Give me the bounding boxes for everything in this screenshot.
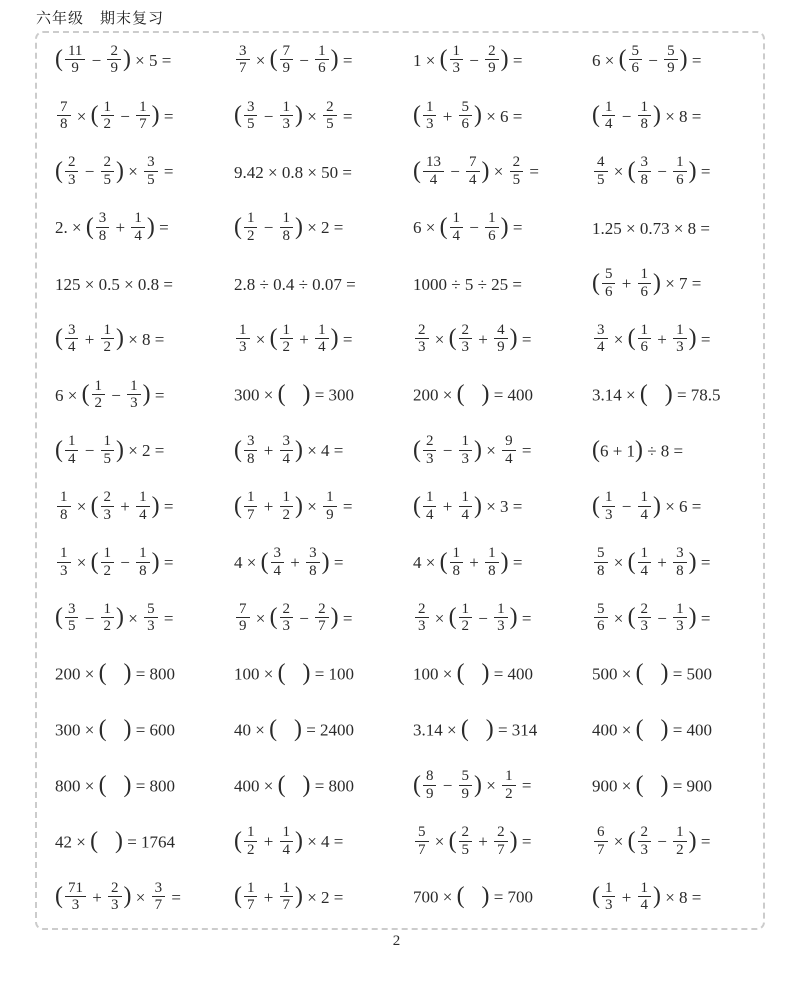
problem-cell: ( $\frac{71}{3}$ + $\frac{2}{3}$ ) × $\frac{3}{7}$ = — [55, 879, 181, 914]
parenthesis: ) — [146, 213, 155, 240]
problem-cell: 200 × ( ) = 400 — [413, 381, 534, 408]
problem-cell: 500 × ( ) = 500 — [592, 660, 713, 687]
parenthesis: ( — [55, 325, 63, 352]
fraction: $\frac{1}{6}$ — [315, 43, 329, 77]
parenthesis: ( — [627, 157, 636, 184]
parenthesis: ) — [653, 269, 661, 296]
problem-cell: 1000 ÷ 5 ÷ 25 = — [413, 275, 522, 295]
parenthesis: ( — [55, 46, 63, 73]
fraction: $\frac{1}{7}$ — [280, 880, 294, 914]
parenthesis: ( — [269, 325, 278, 352]
fraction: $\frac{1}{4}$ — [315, 322, 329, 356]
problem-cell: ( $\frac{1}{3}$ + $\frac{5}{6}$ ) × 6 = — [413, 98, 523, 133]
parenthesis: ( — [269, 604, 278, 631]
fraction: $\frac{1}{3}$ — [459, 433, 473, 467]
problem-cell: 42 × ( ) = 1764 — [55, 827, 176, 854]
fraction: $\frac{1}{4}$ — [423, 489, 437, 523]
fraction: $\frac{2}{3}$ — [638, 824, 652, 858]
parenthesis: ) — [509, 325, 518, 352]
parenthesis: ) — [151, 102, 160, 129]
parenthesis: ) — [302, 660, 311, 687]
parenthesis: ) — [474, 771, 482, 798]
parenthesis: ( — [55, 157, 63, 184]
fraction: $\frac{1}{4}$ — [638, 545, 652, 579]
parenthesis: ( — [460, 715, 469, 742]
parenthesis: ) — [123, 660, 132, 687]
parenthesis: ) — [474, 102, 482, 129]
problem-cell: 3.14 × ( ) = 314 — [413, 715, 538, 742]
fraction: $\frac{1}{3}$ — [450, 43, 464, 77]
parenthesis: ( — [55, 436, 63, 463]
fraction: $\frac{5}{6}$ — [602, 266, 616, 300]
parenthesis: ) — [321, 548, 330, 575]
parenthesis: ( — [639, 381, 648, 408]
problem-cell: 300 × ( ) = 600 — [55, 715, 176, 742]
problem-cell: ( $\frac{5}{6}$ + $\frac{1}{6}$ ) × 7 = — [592, 266, 702, 300]
fraction: $\frac{1}{4}$ — [459, 489, 473, 523]
parenthesis: ) — [509, 604, 518, 631]
parenthesis: ( — [592, 269, 600, 296]
problem-cell: 100 × ( ) = 400 — [413, 660, 534, 687]
parenthesis: ) — [115, 827, 123, 854]
parenthesis: ( — [98, 771, 107, 798]
fraction: $\frac{3}{4}$ — [594, 322, 608, 356]
parenthesis: ( — [413, 102, 421, 129]
fraction: $\frac{2}{9}$ — [485, 43, 499, 77]
problem-cell: $\frac{7}{9}$ × ( $\frac{2}{3}$ − $\frac{2}{7}$ ) = — [228, 603, 407, 637]
parenthesis: ) — [151, 548, 160, 575]
parenthesis: ( — [456, 883, 465, 910]
parenthesis: ) — [295, 102, 303, 129]
problem-cell: 300 × ( ) = 300 — [234, 381, 355, 408]
problem-cell: ( $\frac{1}{2}$ − $\frac{1}{8}$ ) × 2 = — [234, 210, 344, 244]
parenthesis: ) — [500, 213, 509, 240]
parenthesis: ( — [269, 46, 278, 73]
fraction: $\frac{1}{6}$ — [673, 154, 687, 188]
fraction: $\frac{3}{5}$ — [65, 601, 79, 635]
fraction: $\frac{2}{7}$ — [494, 824, 508, 858]
fraction: $\frac{2}{3}$ — [638, 601, 652, 635]
parenthesis: ) — [688, 548, 697, 575]
parenthesis: ) — [295, 436, 303, 463]
parenthesis: ) — [509, 827, 518, 854]
parenthesis: ( — [277, 660, 286, 687]
problem-cell: (6 + 1) ÷ 8 = — [592, 436, 684, 463]
fraction: $\frac{1}{7}$ — [244, 880, 258, 914]
problem-cell: ( $\frac{3}{4}$ + $\frac{1}{2}$ ) × 8 = — [55, 321, 165, 356]
parenthesis: ( — [234, 883, 242, 910]
parenthesis: ( — [448, 325, 457, 352]
problem-cell: 1.25 × 0.73 × 8 = — [592, 219, 711, 239]
fraction: $\frac{3}{8}$ — [673, 545, 687, 579]
parenthesis: ( — [627, 325, 636, 352]
fraction: $\frac{5}{6}$ — [594, 601, 608, 635]
parenthesis: ( — [277, 771, 286, 798]
fraction: $\frac{4}{9}$ — [494, 322, 508, 356]
problem-cell: ( $\frac{3}{5}$ − $\frac{1}{3}$ ) × $\frac{2}{5}$ = — [234, 98, 353, 133]
fraction: $\frac{3}{8}$ — [306, 545, 320, 579]
problem-cell: 6 × ( $\frac{1}{2}$ − $\frac{1}{3}$ ) = — [55, 377, 165, 412]
fraction: $\frac{2}{3}$ — [65, 154, 79, 188]
problem-cell: ( $\frac{8}{9}$ − $\frac{5}{9}$ ) × $\frac{1}{2}$ = — [413, 768, 532, 802]
parenthesis: ) — [116, 604, 124, 631]
fraction: $\frac{1}{2}$ — [459, 601, 473, 635]
parenthesis: ) — [122, 46, 131, 73]
problem-cell: 6 × ( $\frac{1}{4}$ − $\frac{1}{6}$ ) = — [413, 210, 523, 244]
fraction: $\frac{7}{9}$ — [236, 601, 250, 635]
fraction: $\frac{3}{7}$ — [236, 43, 250, 77]
fraction: $\frac{1}{2}$ — [101, 99, 115, 133]
parenthesis: ( — [90, 492, 99, 519]
problem-cell: 40 × ( ) = 2400 — [234, 715, 355, 742]
fraction: $\frac{1}{8}$ — [450, 545, 464, 579]
parenthesis: ) — [485, 715, 494, 742]
parenthesis: ) — [653, 883, 661, 910]
parenthesis: ( — [592, 436, 600, 463]
parenthesis: ) — [330, 604, 339, 631]
parenthesis: ( — [635, 771, 644, 798]
problem-cell: ( $\frac{13}{4}$ − $\frac{7}{4}$ ) × $\frac{2}{5}$ = — [413, 154, 539, 188]
fraction: $\frac{2}{3}$ — [280, 601, 294, 635]
parenthesis: ) — [660, 771, 669, 798]
problem-cell: 4 × ( $\frac{3}{4}$ + $\frac{3}{8}$ ) = — [234, 545, 344, 579]
problem-cell: $\frac{2}{3}$ × ( $\frac{2}{3}$ + $\frac{4}{9}$ ) = — [407, 324, 586, 358]
fraction: $\frac{1}{8}$ — [485, 545, 499, 579]
problem-cell: 200 × ( ) = 800 — [55, 660, 176, 687]
parenthesis: ( — [81, 381, 90, 408]
fraction: $\frac{1}{2}$ — [101, 601, 115, 635]
problem-cell: $\frac{4}{5}$ × ( $\frac{3}{8}$ − $\frac{1}{6}$ ) = — [586, 156, 765, 190]
fraction: $\frac{2}{3}$ — [423, 433, 437, 467]
parenthesis: ( — [90, 102, 99, 129]
fraction: $\frac{5}{6}$ — [629, 43, 643, 77]
fraction: $\frac{1}{8}$ — [638, 99, 652, 133]
parenthesis: ( — [234, 436, 242, 463]
parenthesis: ) — [302, 771, 311, 798]
fraction: $\frac{5}{3}$ — [144, 601, 158, 635]
parenthesis: ( — [456, 381, 465, 408]
parenthesis: ) — [481, 381, 490, 408]
parenthesis: ( — [55, 883, 63, 910]
fraction: $\frac{2}{3}$ — [459, 322, 473, 356]
parenthesis: ) — [481, 660, 490, 687]
fraction: $\frac{1}{3}$ — [423, 99, 437, 133]
parenthesis: ) — [151, 492, 160, 519]
fraction: $\frac{1}{3}$ — [602, 880, 616, 914]
fraction: $\frac{2}{5}$ — [323, 99, 337, 133]
fraction: $\frac{1}{3}$ — [673, 601, 687, 635]
parenthesis: ) — [116, 325, 124, 352]
problem-cell: ( $\frac{2}{3}$ − $\frac{2}{5}$ ) × $\frac{3}{5}$ = — [55, 154, 174, 188]
fraction: $\frac{11}{9}$ — [65, 43, 85, 77]
fraction: $\frac{1}{6}$ — [638, 322, 652, 356]
fraction: $\frac{2}{3}$ — [101, 489, 115, 523]
fraction: $\frac{1}{4}$ — [131, 210, 145, 244]
problem-cell: ( $\frac{3}{8}$ + $\frac{3}{4}$ ) × 4 = — [234, 433, 344, 467]
parenthesis: ) — [123, 771, 132, 798]
parenthesis: ) — [653, 492, 661, 519]
fraction: $\frac{2}{3}$ — [108, 880, 122, 914]
fraction: $\frac{1}{2}$ — [92, 378, 106, 412]
problem-cell: ( $\frac{1}{2}$ + $\frac{1}{4}$ ) × 4 = — [234, 824, 344, 858]
fraction: $\frac{5}{7}$ — [415, 824, 429, 858]
parenthesis: ( — [439, 548, 448, 575]
parenthesis: ) — [123, 883, 132, 910]
parenthesis: ) — [123, 715, 132, 742]
fraction: $\frac{13}{4}$ — [423, 154, 444, 188]
parenthesis: ) — [660, 715, 669, 742]
parenthesis: ( — [635, 660, 644, 687]
fraction: $\frac{5}{9}$ — [459, 768, 473, 802]
parenthesis: ) — [688, 325, 697, 352]
fraction: $\frac{3}{8}$ — [638, 154, 652, 188]
parenthesis: ) — [500, 548, 509, 575]
fraction: $\frac{7}{8}$ — [57, 99, 71, 133]
parenthesis: ) — [688, 157, 697, 184]
problem-cell: $\frac{5}{6}$ × ( $\frac{2}{3}$ − $\frac{1}{3}$ ) = — [586, 603, 765, 637]
fraction: $\frac{1}{2}$ — [280, 322, 294, 356]
fraction: $\frac{71}{3}$ — [65, 880, 86, 914]
fraction: $\frac{1}{4}$ — [65, 433, 79, 467]
parenthesis: ) — [500, 46, 509, 73]
problem-cell: ( $\frac{3}{5}$ − $\frac{1}{2}$ ) × $\frac{5}{3}$ = — [55, 600, 174, 635]
fraction: $\frac{1}{5}$ — [101, 433, 115, 467]
page-number: 2 — [392, 933, 401, 949]
problem-cell: ( $\frac{1}{4}$ − $\frac{1}{5}$ ) × 2 = — [55, 433, 165, 467]
parenthesis: ) — [688, 604, 697, 631]
problem-cell: 1 × ( $\frac{1}{3}$ − $\frac{2}{9}$ ) = — [413, 42, 523, 77]
fraction: $\frac{1}{4}$ — [280, 824, 294, 858]
problem-cell: $\frac{6}{7}$ × ( $\frac{2}{3}$ − $\frac{1}{2}$ ) = — [586, 826, 765, 860]
parenthesis: ) — [116, 157, 124, 184]
parenthesis: ( — [277, 381, 286, 408]
fraction: $\frac{1}{3}$ — [602, 489, 616, 523]
fraction: $\frac{2}{5}$ — [510, 154, 524, 188]
parenthesis: ( — [627, 827, 636, 854]
fraction: $\frac{1}{3}$ — [236, 322, 250, 356]
problem-cell: $\frac{1}{3}$ × ( $\frac{1}{2}$ + $\frac{1}{4}$ ) = — [228, 324, 407, 358]
fraction: $\frac{2}{3}$ — [415, 601, 429, 635]
fraction: $\frac{1}{2}$ — [280, 489, 294, 523]
parenthesis: ) — [295, 883, 303, 910]
parenthesis: ( — [55, 604, 63, 631]
parenthesis: ( — [439, 213, 448, 240]
problem-cell: $\frac{1}{8}$ × ( $\frac{2}{3}$ + $\frac{1}{4}$ ) = — [49, 491, 228, 525]
fraction: $\frac{1}{7}$ — [244, 489, 258, 523]
fraction: $\frac{2}{7}$ — [315, 601, 329, 635]
fraction: $\frac{1}{4}$ — [136, 489, 150, 523]
problem-cell: ( $\frac{1}{3}$ + $\frac{1}{4}$ ) × 8 = — [592, 879, 702, 914]
fraction: $\frac{1}{2}$ — [244, 210, 258, 244]
parenthesis: ( — [592, 883, 600, 910]
fraction: $\frac{1}{6}$ — [485, 210, 499, 244]
problem-cell: 400 × ( ) = 400 — [592, 715, 713, 742]
parenthesis: ( — [98, 660, 107, 687]
parenthesis: ) — [116, 436, 124, 463]
parenthesis: ( — [413, 436, 421, 463]
parenthesis: ( — [592, 492, 600, 519]
fraction: $\frac{5}{9}$ — [664, 43, 678, 77]
parenthesis: ( — [413, 492, 421, 519]
problem-cell: 125 × 0.5 × 0.8 = — [55, 275, 174, 295]
problem-cell: 400 × ( ) = 800 — [234, 771, 355, 798]
parenthesis: ) — [635, 436, 643, 463]
parenthesis: ( — [456, 660, 465, 687]
problem-cell: ( $\frac{1}{4}$ − $\frac{1}{8}$ ) × 8 = — [592, 98, 702, 133]
fraction: $\frac{1}{2}$ — [244, 824, 258, 858]
problem-cell: $\frac{3}{4}$ × ( $\frac{1}{6}$ + $\frac{1}{3}$ ) = — [586, 324, 765, 358]
fraction: $\frac{5}{8}$ — [594, 545, 608, 579]
problem-cell: 700 × ( ) = 700 — [413, 883, 534, 910]
parenthesis: ( — [592, 102, 600, 129]
parenthesis: ( — [234, 213, 242, 240]
problem-cell: $\frac{5}{8}$ × ( $\frac{1}{4}$ + $\frac{3}{8}$ ) = — [586, 547, 765, 581]
fraction: $\frac{1}{4}$ — [638, 880, 652, 914]
fraction: $\frac{7}{9}$ — [280, 43, 294, 77]
problem-cell: $\frac{2}{3}$ × ( $\frac{1}{2}$ − $\frac{1}{3}$ ) = — [407, 603, 586, 637]
problem-cell: 2. × ( $\frac{3}{8}$ + $\frac{1}{4}$ ) = — [55, 210, 169, 244]
fraction: $\frac{1}{2}$ — [101, 322, 115, 356]
fraction: $\frac{3}{8}$ — [244, 433, 258, 467]
parenthesis: ) — [302, 381, 311, 408]
problem-cell: 800 × ( ) = 800 — [55, 771, 176, 798]
parenthesis: ) — [330, 46, 339, 73]
parenthesis: ( — [260, 548, 269, 575]
parenthesis: ) — [330, 325, 339, 352]
fraction: $\frac{2}{5}$ — [101, 154, 115, 188]
parenthesis: ( — [234, 102, 242, 129]
parenthesis: ( — [448, 604, 457, 631]
fraction: $\frac{8}{9}$ — [423, 768, 437, 802]
problem-cell: ( $\frac{2}{3}$ − $\frac{1}{3}$ ) × $\frac{9}{4}$ = — [413, 433, 532, 467]
parenthesis: ) — [142, 381, 151, 408]
fraction: $\frac{3}{4}$ — [280, 433, 294, 467]
fraction: $\frac{3}{7}$ — [152, 880, 166, 914]
problem-cell: $\frac{1}{3}$ × ( $\frac{1}{2}$ − $\frac{1}{8}$ ) = — [49, 547, 228, 581]
parenthesis: ( — [234, 827, 242, 854]
fraction: $\frac{1}{3}$ — [280, 99, 294, 133]
fraction: $\frac{3}{4}$ — [65, 322, 79, 356]
page-title: 六年级 期末复习 — [36, 9, 165, 27]
fraction: $\frac{3}{5}$ — [144, 154, 158, 188]
fraction: $\frac{5}{6}$ — [459, 99, 473, 133]
problem-cell: 9.42 × 0.8 × 50 = — [234, 163, 353, 183]
fraction: $\frac{1}{4}$ — [450, 210, 464, 244]
fraction: $\frac{1}{8}$ — [280, 210, 294, 244]
problem-cell: 3.14 × ( ) = 78.5 — [592, 381, 721, 408]
parenthesis: ) — [688, 827, 697, 854]
fraction: $\frac{3}{8}$ — [96, 210, 110, 244]
fraction: $\frac{1}{6}$ — [638, 266, 652, 300]
problem-cell: 6 × ( $\frac{5}{6}$ − $\frac{5}{9}$ ) = — [592, 42, 702, 77]
parenthesis: ( — [234, 492, 242, 519]
parenthesis: ( — [269, 715, 278, 742]
parenthesis: ( — [635, 715, 644, 742]
parenthesis: ( — [90, 548, 99, 575]
problem-cell: ( $\frac{1}{7}$ + $\frac{1}{2}$ ) × $\frac{1}{9}$ = — [234, 489, 353, 523]
parenthesis: ( — [85, 213, 94, 240]
parenthesis: ) — [474, 436, 482, 463]
parenthesis: ) — [679, 46, 688, 73]
parenthesis: ) — [664, 381, 673, 408]
fraction: $\frac{4}{5}$ — [594, 154, 608, 188]
fraction: $\frac{1}{2}$ — [101, 545, 115, 579]
parenthesis: ) — [474, 492, 482, 519]
parenthesis: ( — [413, 157, 421, 184]
parenthesis: ) — [481, 157, 490, 184]
fraction: $\frac{2}{3}$ — [415, 322, 429, 356]
fraction: $\frac{1}{8}$ — [136, 545, 150, 579]
fraction: $\frac{1}{3}$ — [673, 322, 687, 356]
problems-grid — [35, 31, 765, 930]
fraction: $\frac{2}{9}$ — [107, 43, 121, 77]
problem-cell: 2.8 ÷ 0.4 ÷ 0.07 = — [234, 275, 356, 295]
fraction: $\frac{3}{4}$ — [271, 545, 285, 579]
parenthesis: ) — [295, 827, 303, 854]
problem-cell: ( $\frac{1}{4}$ + $\frac{1}{4}$ ) × 3 = — [413, 489, 523, 523]
parenthesis: ( — [413, 771, 421, 798]
fraction: $\frac{1}{2}$ — [502, 768, 516, 802]
problem-cell: ( $\frac{1}{3}$ − $\frac{1}{4}$ ) × 6 = — [592, 489, 702, 523]
problem-cell: 100 × ( ) = 100 — [234, 660, 355, 687]
parenthesis: ) — [295, 213, 303, 240]
fraction: $\frac{1}{4}$ — [638, 489, 652, 523]
problem-cell: $\frac{3}{7}$ × ( $\frac{7}{9}$ − $\frac{1}{6}$ ) = — [228, 45, 407, 79]
parenthesis: ( — [627, 548, 636, 575]
parenthesis: ( — [618, 46, 627, 73]
fraction: $\frac{6}{7}$ — [594, 824, 608, 858]
parenthesis: ( — [448, 827, 457, 854]
parenthesis: ) — [481, 883, 490, 910]
fraction: $\frac{1}{8}$ — [57, 489, 71, 523]
fraction: $\frac{3}{5}$ — [244, 99, 258, 133]
problem-cell: ( $\frac{1}{7}$ + $\frac{1}{7}$ ) × 2 = — [234, 879, 344, 914]
fraction: $\frac{1}{3}$ — [127, 378, 141, 412]
problem-cell: $\frac{7}{8}$ × ( $\frac{1}{2}$ − $\frac{1}{7}$ ) = — [49, 101, 228, 135]
fraction: $\frac{1}{9}$ — [323, 489, 337, 523]
fraction: $\frac{7}{4}$ — [466, 154, 480, 188]
fraction: $\frac{1}{4}$ — [602, 99, 616, 133]
parenthesis: ) — [295, 492, 303, 519]
fraction: $\frac{1}{7}$ — [136, 99, 150, 133]
parenthesis: ( — [439, 46, 448, 73]
fraction: $\frac{1}{3}$ — [57, 545, 71, 579]
parenthesis: ) — [294, 715, 302, 742]
parenthesis: ( — [98, 715, 107, 742]
fraction: $\frac{2}{5}$ — [459, 824, 473, 858]
problem-cell: 900 × ( ) = 900 — [592, 771, 713, 798]
problem-cell: ( $\frac{11}{9}$ − $\frac{2}{9}$ ) × 5 = — [55, 42, 172, 77]
problem-cell: $\frac{5}{7}$ × ( $\frac{2}{5}$ + $\frac{2}{7}$ ) = — [407, 826, 586, 860]
parenthesis: ) — [660, 660, 669, 687]
fraction: $\frac{1}{2}$ — [673, 824, 687, 858]
problem-cell: 4 × ( $\frac{1}{8}$ + $\frac{1}{8}$ ) = — [413, 545, 523, 579]
parenthesis: ( — [627, 604, 636, 631]
fraction: $\frac{1}{3}$ — [494, 601, 508, 635]
fraction: $\frac{9}{4}$ — [502, 433, 516, 467]
parenthesis: ( — [90, 827, 99, 854]
parenthesis: ) — [653, 102, 661, 129]
